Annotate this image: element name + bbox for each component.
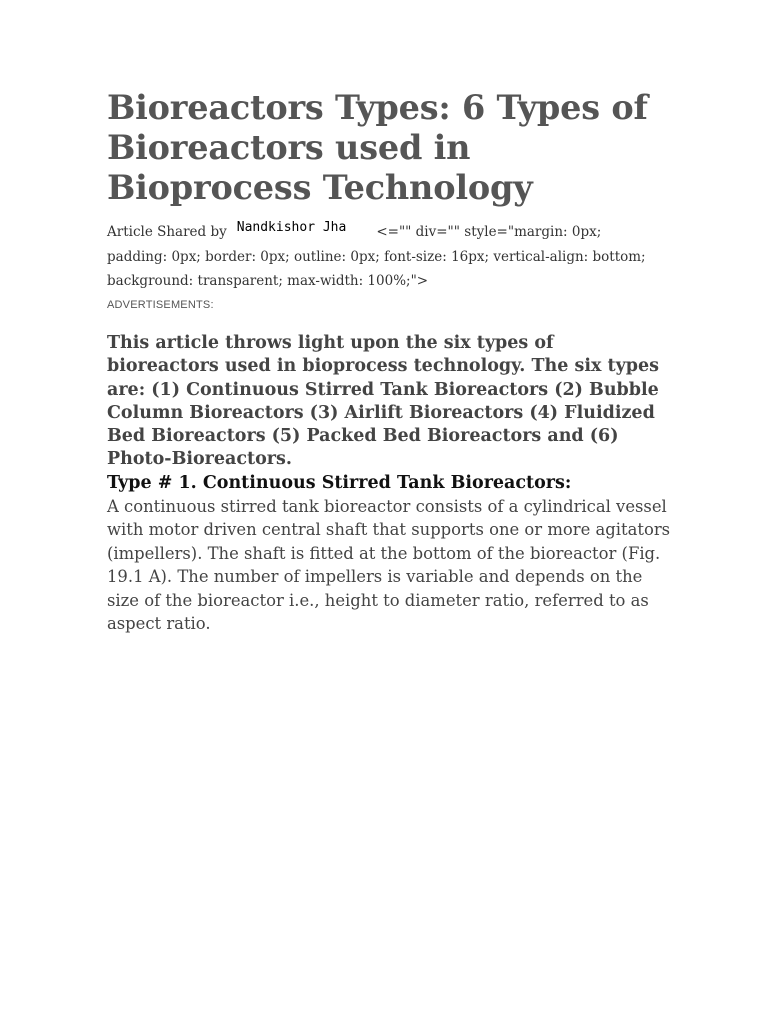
section-heading: Type # 1. Continuous Stirred Tank Bioreactors: [107, 472, 572, 493]
advertisements-label: ADVERTISEMENTS: [107, 299, 214, 311]
article-byline [107, 220, 647, 293]
section-body: A continuous stirred tank bioreactor consists of a cylindrical vessel with motor driven central shaft that supports one or more agitators (impellers). The shaft is fitted at the bottom of the bioreactor (Fig. 19.1 A). The number of impellers is variable and depends on the size of the bioreactor i.e., height to diameter ratio, referred to as aspect ratio. [107, 497, 671, 634]
article-title: Bioreactors Types: 6 Types of Bioreactors used in Bioprocess Technology [107, 88, 648, 207]
byline-prefix: Article Shared by [107, 224, 227, 240]
author-name[interactable]: Nandkishor Jha [236, 220, 347, 235]
byline-markup-artifact: <="" div="" style="margin: 0px; padding: 0px; border: 0px; outline: 0px; font-size: 16px; vertical-align: bottom; background: transparent; max-width: 100%;"> [107, 224, 646, 289]
article-intro: This article throws light upon the six types of bioreactors used in bioprocess technology. The six types are: (1) Continuous Stirred Tank Bioreactors (2) Bubble Column Bioreactors (3) Airlift Bioreactors (4) Fluidized Bed Bioreactors (5) Packed Bed Bioreactors and (6) Photo-Bioreactors. [107, 333, 659, 470]
